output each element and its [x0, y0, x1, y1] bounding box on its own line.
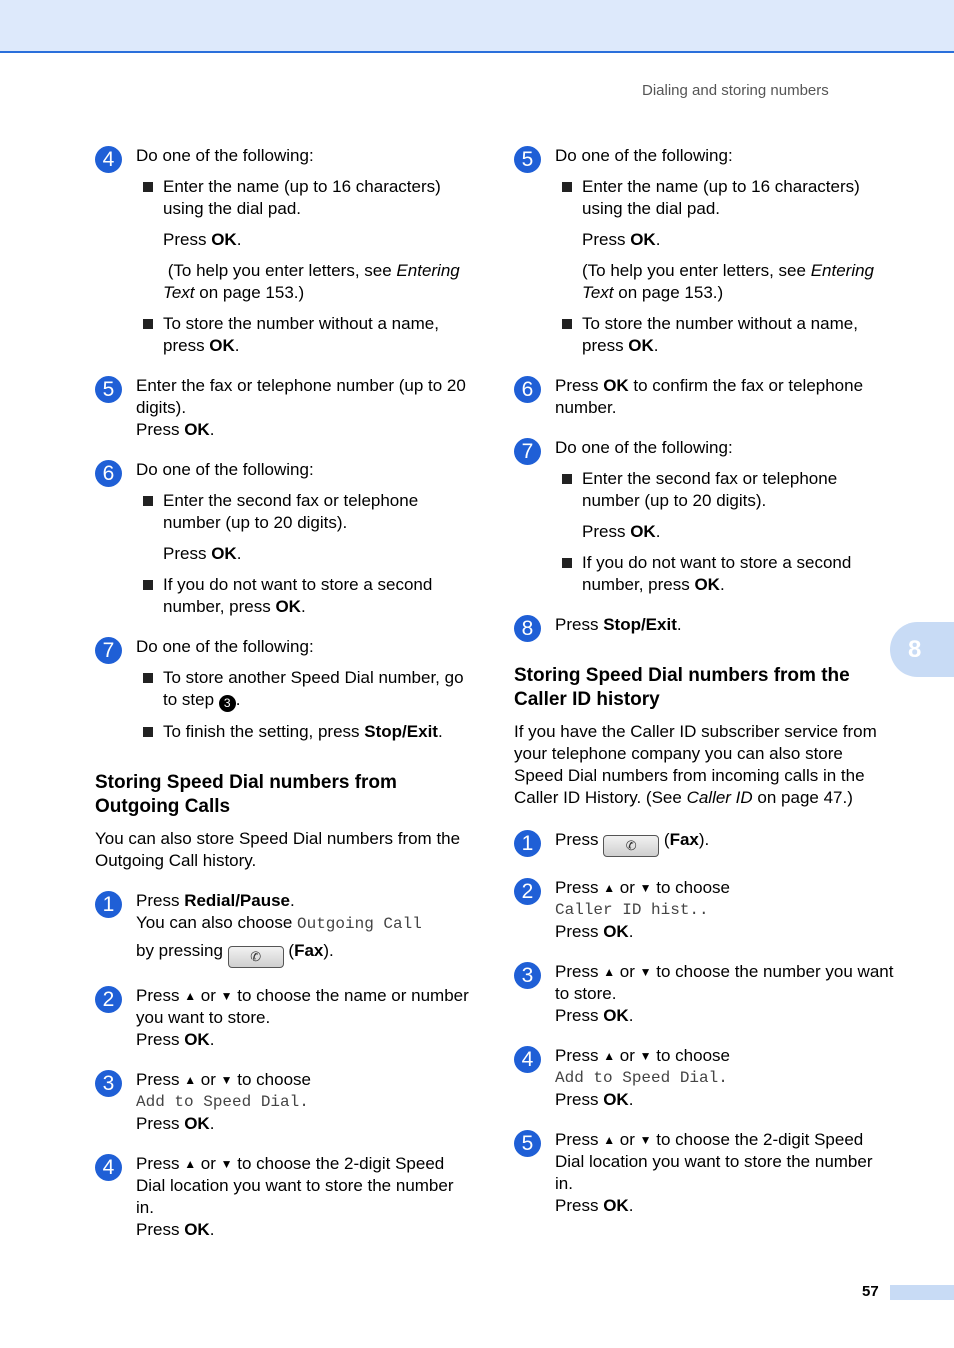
period: .	[655, 230, 661, 249]
step-number: 3	[95, 1070, 122, 1097]
bullet-text: To store the number without a name, press	[163, 314, 439, 355]
note	[163, 260, 475, 304]
press-line	[136, 1029, 475, 1051]
ok-key-label: OK	[209, 336, 235, 355]
redial-pause-key-label: Redial/Pause	[184, 891, 291, 910]
fax-line	[136, 940, 475, 968]
step-number: 4	[95, 1154, 122, 1181]
step-number: 1	[95, 891, 122, 918]
left-column	[95, 145, 475, 1241]
press-line	[136, 419, 475, 441]
period: .	[719, 575, 725, 594]
press-label: Press	[163, 230, 212, 249]
step-text: Do one of the following:	[555, 146, 733, 165]
press-label: Press	[136, 1220, 185, 1239]
lcd-text: Caller ID hist..	[555, 901, 709, 919]
down-arrow-icon: ▼	[639, 1133, 652, 1147]
period: .	[290, 891, 295, 910]
step-number: 6	[95, 460, 122, 487]
bullet-square-icon	[562, 558, 572, 568]
note-text-end: on page 153.)	[613, 283, 724, 302]
press-label: Press	[136, 891, 185, 910]
step-number: 3	[514, 962, 541, 989]
press-line	[582, 521, 894, 543]
page-number-bar	[890, 1285, 954, 1300]
paren-close: ).	[323, 941, 334, 960]
step-number: 5	[514, 1130, 541, 1157]
lcd-text: Add to Speed Dial.	[555, 1069, 728, 1087]
bullet-text: To store the number without a name, press	[582, 314, 858, 355]
up-arrow-icon: ▲	[184, 1157, 197, 1171]
press-label: Press	[555, 615, 604, 634]
step-text	[555, 375, 894, 419]
bullet-square-icon	[562, 182, 572, 192]
bullet-square-icon	[143, 580, 153, 590]
press-line	[555, 1005, 894, 1027]
fax-key-label: Fax	[294, 941, 324, 960]
period: .	[209, 420, 215, 439]
press-line	[136, 890, 475, 912]
step-number: 6	[514, 376, 541, 403]
text: You can also choose	[136, 913, 297, 932]
bullet-text: Enter the name (up to 16 characters) using the dial pad.	[582, 177, 860, 218]
callerid-step-5	[514, 1129, 894, 1217]
section-outgoing-calls	[95, 771, 475, 872]
or-text: or	[615, 962, 640, 981]
ok-key-label: OK	[603, 1006, 629, 1025]
press-label: Press	[136, 1030, 185, 1049]
text: by pressing	[136, 941, 228, 960]
bullet-item	[555, 176, 894, 304]
period: .	[628, 922, 634, 941]
step-text: Do one of the following:	[555, 438, 733, 457]
ok-key-label: OK	[694, 575, 720, 594]
bullet-square-icon	[143, 673, 153, 683]
bullet-text: To store another Speed Dial number, go to step	[163, 668, 464, 709]
ok-key-label: OK	[184, 420, 210, 439]
callerid-step-1	[514, 829, 894, 857]
period: .	[628, 1196, 634, 1215]
right-column	[514, 145, 894, 1217]
bullet-item	[136, 721, 475, 743]
bullet-text: Enter the name (up to 16 characters) using the dial pad.	[163, 177, 441, 218]
bullet-item	[136, 490, 475, 565]
chapter-tab: 8	[890, 622, 954, 677]
press-label: Press	[555, 376, 604, 395]
step-5	[514, 145, 894, 357]
running-head: Dialing and storing numbers	[642, 82, 829, 99]
outgoing-step-4	[95, 1153, 475, 1241]
ok-key-label: OK	[603, 376, 629, 395]
up-arrow-icon: ▲	[603, 1133, 616, 1147]
step-text	[136, 1153, 475, 1219]
step-text: Do one of the following:	[136, 146, 314, 165]
press-label: Press	[555, 1130, 604, 1149]
press-line	[163, 229, 475, 251]
step-text: Do one of the following:	[136, 637, 314, 656]
paren-close: ).	[698, 830, 710, 849]
press-line	[163, 543, 475, 565]
cross-reference: Caller ID	[686, 788, 753, 807]
fax-key-label: Fax	[669, 830, 699, 849]
press-label: Press	[136, 1114, 185, 1133]
ok-key-label: OK	[603, 922, 629, 941]
or-text: or	[615, 878, 640, 897]
bullet-item	[555, 468, 894, 543]
step-text	[555, 961, 894, 1005]
press-line	[136, 1113, 475, 1135]
or-text: or	[615, 1130, 640, 1149]
up-arrow-icon: ▲	[184, 1073, 197, 1087]
step-5	[95, 375, 475, 441]
text: to choose	[232, 1070, 311, 1089]
up-arrow-icon: ▲	[603, 881, 616, 895]
step-number: 4	[95, 146, 122, 173]
text: to choose the 2-digit Speed Dial location you want to store the number in.	[555, 1130, 873, 1193]
outgoing-step-2	[95, 985, 475, 1051]
step-number: 4	[514, 1046, 541, 1073]
up-arrow-icon: ▲	[603, 965, 616, 979]
step-number: 5	[514, 146, 541, 173]
fax-line	[555, 829, 894, 857]
ok-key-label: OK	[603, 1090, 629, 1109]
press-label: Press	[555, 962, 604, 981]
press-label: Press	[582, 522, 631, 541]
press-label: Press	[555, 1006, 604, 1025]
section-intro	[514, 721, 894, 809]
or-text: or	[615, 1046, 640, 1065]
text: to choose the 2-digit Speed Dial location you want to store the number in.	[136, 1154, 454, 1217]
press-label: Press	[555, 1090, 604, 1109]
cross-reference: Entering Text	[582, 261, 875, 302]
bullet-square-icon	[143, 727, 153, 737]
down-arrow-icon: ▼	[639, 1049, 652, 1063]
step-number: 7	[514, 438, 541, 465]
step-reference-badge: 3	[219, 695, 236, 712]
step-6	[514, 375, 894, 419]
intro-text: If you have the Caller ID subscriber service from your telephone company you can also store Speed Dial numbers from incoming calls in the Caller ID History. (See	[514, 722, 877, 807]
period: .	[209, 1030, 215, 1049]
step-7	[95, 636, 475, 743]
choose-line	[136, 912, 475, 935]
text: to choose the number you want to store.	[555, 962, 894, 1003]
fax-key-icon: ✆	[228, 946, 284, 968]
up-arrow-icon: ▲	[603, 1049, 616, 1063]
period: .	[236, 544, 242, 563]
period: .	[209, 1220, 215, 1239]
outgoing-step-1	[95, 890, 475, 968]
period: .	[655, 522, 661, 541]
step-4	[95, 145, 475, 357]
ok-key-label: OK	[275, 597, 301, 616]
section-heading: Storing Speed Dial numbers from the Caller ID history	[514, 665, 850, 710]
step-text	[136, 1069, 475, 1091]
down-arrow-icon: ▼	[220, 1157, 233, 1171]
ok-key-label: OK	[184, 1220, 210, 1239]
period: .	[676, 615, 682, 634]
step-number: 8	[514, 615, 541, 642]
note-text-end: on page 153.)	[194, 283, 305, 302]
ok-key-label: OK	[603, 1196, 629, 1215]
section-heading: Storing Speed Dial numbers from Outgoing Calls	[95, 772, 397, 817]
press-label: Press	[136, 420, 185, 439]
outgoing-step-3	[95, 1069, 475, 1135]
press-label: Press	[555, 830, 604, 849]
ok-key-label: OK	[184, 1030, 210, 1049]
step-7	[514, 437, 894, 596]
callerid-step-2	[514, 877, 894, 943]
period: .	[209, 1114, 215, 1133]
period: .	[628, 1006, 634, 1025]
period: .	[300, 597, 306, 616]
down-arrow-icon: ▼	[639, 965, 652, 979]
step-number: 7	[95, 637, 122, 664]
down-arrow-icon: ▼	[639, 881, 652, 895]
bullet-item	[136, 667, 475, 712]
paren-open: (	[659, 830, 670, 849]
text: to choose	[651, 1046, 730, 1065]
period: .	[234, 336, 240, 355]
press-label: Press	[163, 544, 212, 563]
step-number: 2	[95, 986, 122, 1013]
or-text: or	[196, 1070, 221, 1089]
callerid-step-4	[514, 1045, 894, 1111]
section-caller-id	[514, 664, 894, 809]
or-text: or	[196, 986, 221, 1005]
top-banner	[0, 0, 954, 53]
lcd-text: Add to Speed Dial.	[136, 1093, 309, 1111]
bullet-text: Enter the second fax or telephone number (up to 20 digits).	[582, 469, 838, 510]
ok-key-label: OK	[630, 522, 656, 541]
fax-key-icon: ✆	[603, 835, 659, 857]
step-number: 2	[514, 878, 541, 905]
down-arrow-icon: ▼	[220, 1073, 233, 1087]
period: .	[653, 336, 659, 355]
page-number: 57	[862, 1283, 879, 1300]
up-arrow-icon: ▲	[184, 989, 197, 1003]
step-text: Enter the fax or telephone number (up to 20 digits).	[136, 376, 466, 417]
step-text	[555, 1045, 894, 1067]
ok-key-label: OK	[628, 336, 654, 355]
bullet-item	[555, 552, 894, 596]
press-line	[555, 1195, 894, 1217]
cross-reference: Entering Text	[163, 261, 460, 302]
bullet-text: If you do not want to store a second number, press	[163, 575, 433, 616]
bullet-item	[555, 313, 894, 357]
bullet-item	[136, 176, 475, 304]
press-line	[555, 921, 894, 943]
ok-key-label: OK	[630, 230, 656, 249]
press-label: Press	[136, 1154, 185, 1173]
text: to choose the name or number you want to store.	[136, 986, 469, 1027]
bullet-square-icon	[143, 182, 153, 192]
ok-key-label: OK	[184, 1114, 210, 1133]
paren-open: (	[283, 941, 295, 960]
press-line	[582, 229, 894, 251]
ok-key-label: OK	[211, 544, 237, 563]
step-6	[95, 459, 475, 618]
text: to confirm the fax or telephone number.	[555, 376, 864, 417]
bullet-text: To finish the setting, press	[163, 722, 365, 741]
press-line	[136, 1219, 475, 1241]
bullet-square-icon	[143, 319, 153, 329]
press-label: Press	[136, 986, 185, 1005]
bullet-item	[136, 313, 475, 357]
bullet-square-icon	[143, 496, 153, 506]
or-text: or	[196, 1154, 221, 1173]
text: to choose	[651, 878, 730, 897]
section-intro: You can also store Speed Dial numbers from the Outgoing Call history.	[95, 829, 461, 870]
press-label: Press	[555, 1196, 604, 1215]
note-text: (To help you enter letters, see	[167, 261, 397, 280]
step-text	[555, 877, 894, 899]
bullet-square-icon	[562, 474, 572, 484]
period: .	[437, 722, 443, 741]
step-text: Do one of the following:	[136, 460, 314, 479]
lcd-text: Outgoing Call	[297, 915, 422, 933]
callerid-step-3	[514, 961, 894, 1027]
ok-key-label: OK	[211, 230, 237, 249]
press-label: Press	[555, 1046, 604, 1065]
down-arrow-icon: ▼	[220, 989, 233, 1003]
bullet-text: If you do not want to store a second number, press	[582, 553, 852, 594]
press-label: Press	[555, 878, 604, 897]
press-line	[555, 1089, 894, 1111]
note-text: (To help you enter letters, see	[582, 261, 811, 280]
step-text	[555, 614, 894, 636]
press-label: Press	[555, 922, 604, 941]
note	[582, 260, 894, 304]
step-8	[514, 614, 894, 640]
bullet-square-icon	[562, 319, 572, 329]
bullet-item	[136, 574, 475, 618]
step-text	[136, 985, 475, 1029]
stop-exit-key-label: Stop/Exit	[364, 722, 438, 741]
bullet-text: Enter the second fax or telephone number (up to 20 digits).	[163, 491, 419, 532]
step-text	[555, 1129, 894, 1195]
period: .	[628, 1090, 634, 1109]
step-number: 5	[95, 376, 122, 403]
period: .	[235, 690, 241, 709]
press-label: Press	[136, 1070, 185, 1089]
period: .	[236, 230, 242, 249]
press-label: Press	[582, 230, 631, 249]
stop-exit-key-label: Stop/Exit	[603, 615, 677, 634]
step-number: 1	[514, 830, 541, 857]
intro-text-end: on page 47.)	[752, 788, 853, 807]
